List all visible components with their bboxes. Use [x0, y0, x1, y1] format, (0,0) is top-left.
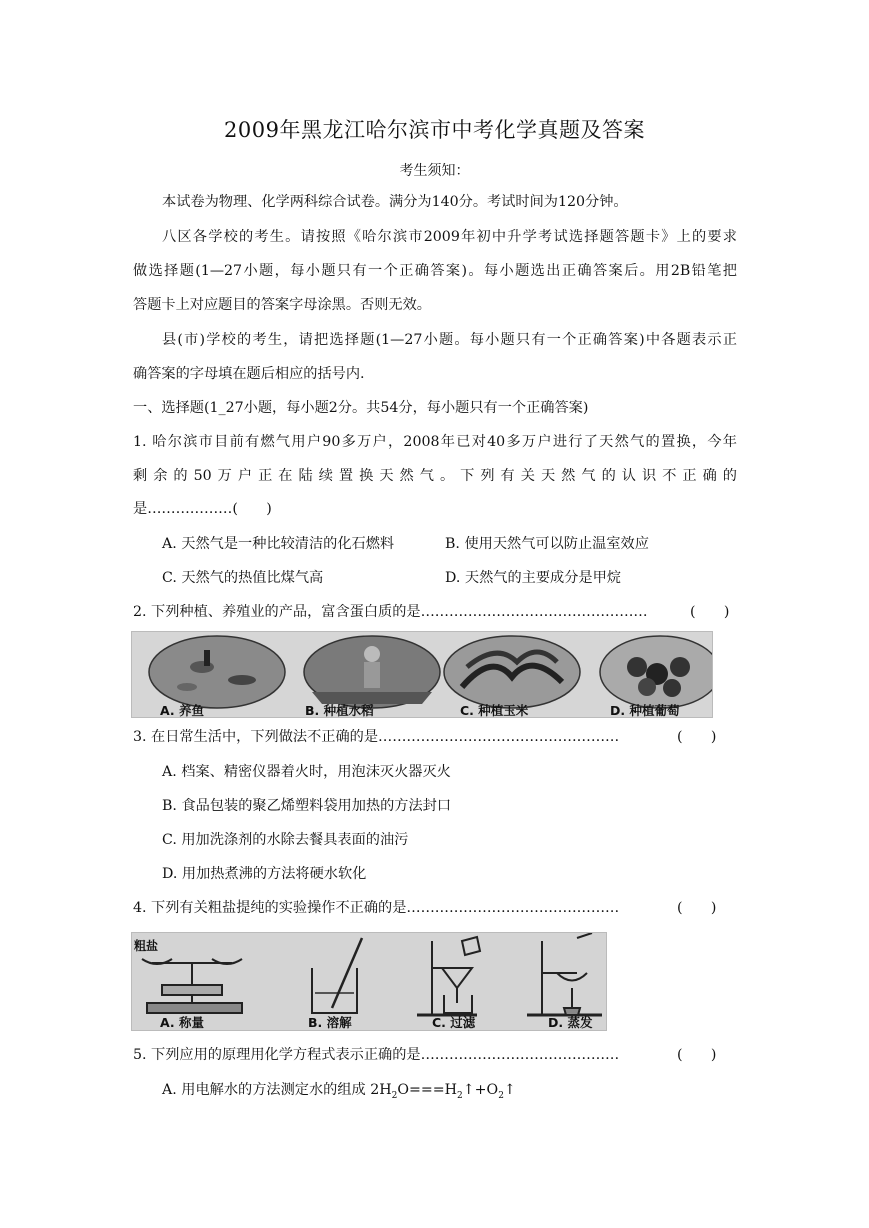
intro-paragraph-2-line-2: 做选择题(1—27小题，每小题只有一个正确答案)。每小题选出正确答案后。用2B铅笔把	[133, 263, 737, 279]
section-heading: 一、选择题(1_27小题，每小题2分。共54分，每小题只有一个正确答案)	[133, 400, 589, 416]
q3-option-b: B. 食品包装的聚乙烯塑料袋用加热的方法封口	[162, 798, 452, 814]
intro-paragraph-3-line-2: 确答案的字母填在题后相应的括号内.	[133, 366, 365, 382]
notice-heading: 考生须知：	[399, 163, 470, 179]
q4-caption-d: D. 蒸发	[548, 1015, 593, 1030]
q4-answer-paren: ( )	[677, 900, 717, 916]
grape-vine-picture	[600, 636, 712, 708]
subscript-2: 2	[391, 1090, 398, 1101]
q4-salt-label: 粗盐	[134, 939, 159, 953]
q1-option-d: D. 天然气的主要成分是甲烷	[445, 570, 621, 586]
corn-field-picture	[444, 636, 580, 708]
q5-equation-part-3: ↑	[503, 1082, 516, 1098]
q5-answer-paren: ( )	[677, 1047, 717, 1063]
intro-paragraph-2-line-1: 八区各学校的考生。请按照《哈尔滨市2009年初中升学考试选择题答题卡》上的要求	[162, 229, 737, 245]
q3-option-a: A. 档案、精密仪器着火时，用泡沫灭火器灭火	[162, 764, 451, 780]
q1-stem-line-3: 是………………( )	[133, 501, 272, 517]
q5-option-a-text: A. 用电解水的方法测定水的组成 2H	[162, 1082, 392, 1098]
intro-paragraph-1: 本试卷为物理、化学两科综合试卷。满分为140分。考试时间为120分钟。	[162, 194, 628, 210]
q5-option-a	[162, 1080, 516, 1106]
q1-stem-line-2: 剩余的50万户正在陆续置换天然气。下列有关天然气的认识不正确的	[133, 468, 737, 484]
q2-caption-a: A. 养鱼	[160, 703, 205, 718]
q3-answer-paren: ( )	[677, 729, 717, 745]
q1-option-c: C. 天然气的热值比煤气高	[162, 570, 324, 586]
rice-field-picture	[304, 636, 440, 708]
page-title: 2009年黑龙江哈尔滨市中考化学真题及答案	[224, 118, 645, 142]
q4-stem: 4. 下列有关粗盐提纯的实验操作不正确的是………………………………………	[133, 900, 620, 916]
q2-caption-d: D. 种植葡萄	[610, 703, 680, 718]
subscript-2: 2	[498, 1090, 504, 1101]
q3-option-d: D. 用加热煮沸的方法将硬水软化	[162, 866, 367, 882]
q3-option-c: C. 用加洗涤剂的水除去餐具表面的油污	[162, 832, 409, 848]
q3-stem: 3. 在日常生活中，下列做法不正确的是……………………………………………	[133, 729, 620, 745]
q4-caption-b: B. 溶解	[308, 1015, 352, 1030]
q1-option-b: B. 使用天然气可以防止温室效应	[445, 536, 649, 552]
q5-stem: 5. 下列应用的原理用化学方程式表示正确的是……………………………………	[133, 1047, 620, 1063]
subscript-2: 2	[457, 1090, 463, 1101]
q5-equation-part-2: ↑+O	[462, 1082, 499, 1098]
q1-stem-line-1: 1. 哈尔滨市目前有燃气用户90多万户，2008年已对40多万户进行了天然气的置换，今年	[133, 434, 737, 450]
q4-caption-a: A. 称量	[160, 1015, 205, 1030]
intro-paragraph-3-line-1: 县(市)学校的考生，请把选择题(1—27小题。每小题只有一个正确答案)中各题表示正	[162, 332, 737, 348]
intro-paragraph-2-line-3: 答题卡上对应题目的答案字母涂黑。否则无效。	[133, 297, 431, 313]
q1-option-a: A. 天然气是一种比较清洁的化石燃料	[162, 536, 395, 552]
fish-pond-picture	[149, 636, 285, 708]
q2-answer-paren: ( )	[690, 604, 730, 620]
q2-caption-c: C. 种植玉米	[460, 703, 529, 718]
q2-stem: 2. 下列种植、养殖业的产品，富含蛋白质的是…………………………………………	[133, 604, 648, 620]
q2-caption-b: B. 种植水稻	[305, 703, 374, 718]
q5-equation-part-1: O===H	[397, 1082, 458, 1098]
q4-caption-c: C. 过滤	[432, 1015, 476, 1030]
